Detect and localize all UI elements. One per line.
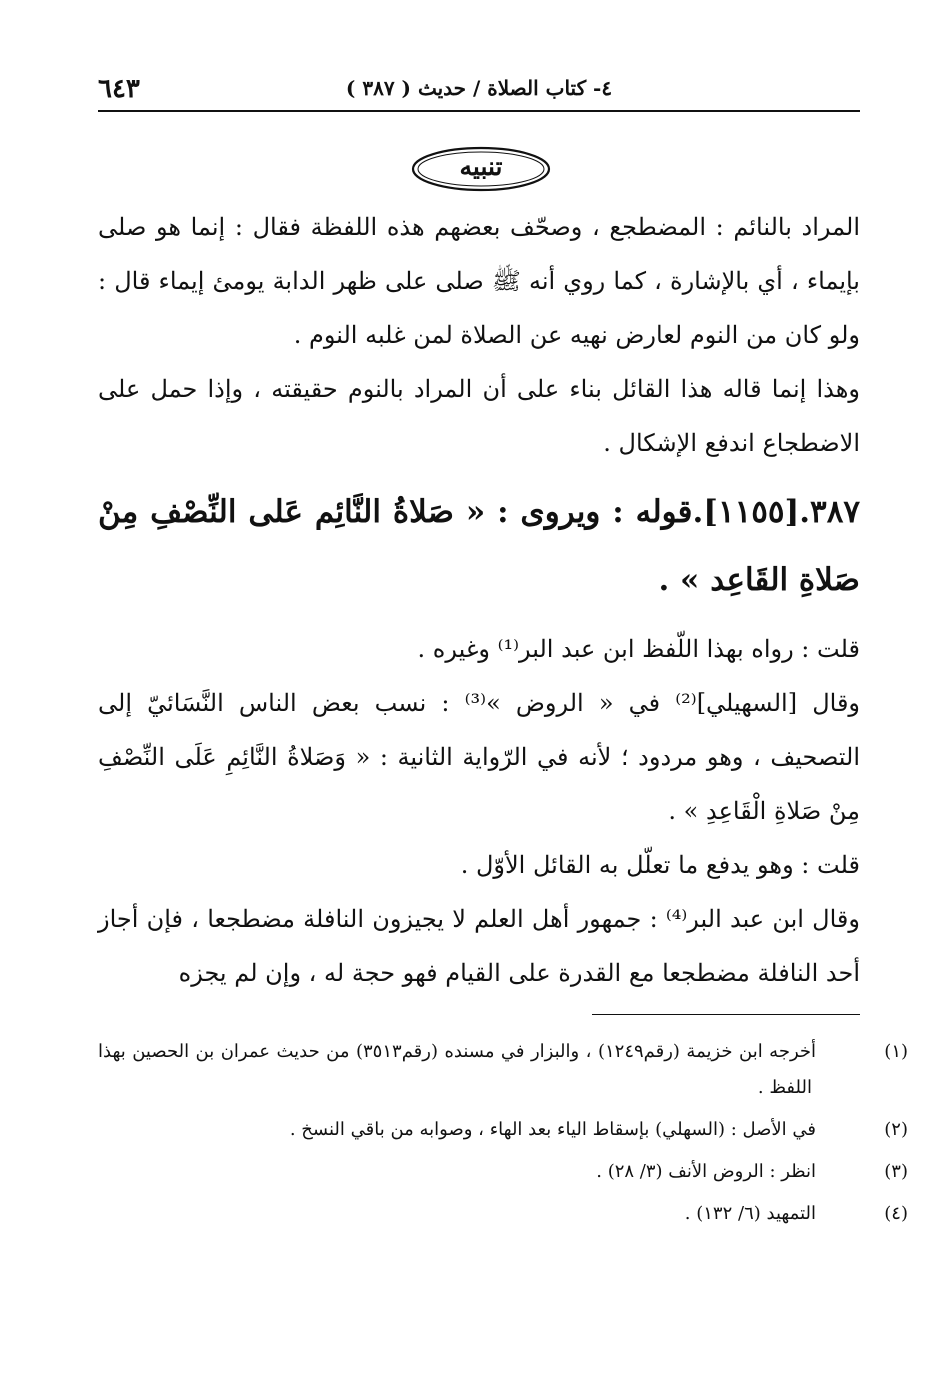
page-number: ٦٤٣ (98, 74, 140, 104)
footnote-text: التمهيد (٦/ ١٣٢) . (684, 1203, 816, 1224)
footnote-text: في الأصل : (السهلي) بإسقاط الياء بعد الهاء ، وصوابه من باقي النسخ . (289, 1119, 816, 1140)
footnote-text: أخرجه ابن خزيمة (رقم١٢٤٩) ، والبزار في مسنده (رقم٣٥١٣) من حديث عمران بن الحصين بهذا اللفظ . (98, 1041, 817, 1098)
page-header (98, 72, 860, 112)
footnote-number: (٣) (884, 1161, 908, 1182)
footnote-number: (١) (884, 1041, 909, 1062)
footnote-number: (٢) (884, 1119, 908, 1140)
footnote-item (98, 1154, 908, 1190)
hadith-block (98, 478, 860, 614)
badge-label: تنبيه (459, 152, 503, 181)
footnotes (98, 1034, 909, 1238)
section-badge (410, 144, 552, 194)
footnote-number: (٤) (884, 1203, 908, 1224)
body-text-bottom (98, 622, 860, 1000)
paragraph-suhayli: وقال [السهيلي]⁽²⁾ في « الروض »⁽³⁾ : نسب بعض الناس النَّسَائيّ إلى التصحيف ، وهو مردود ؛ لأنه في الرّواية الثانية : « وَصَلاةُ النَّائِمِ عَلَى النِّصْفِ مِنْ صَلاةِ الْقَاعِدِ » . (98, 689, 861, 825)
running-title: ٤- كتاب الصلاة / حديث ( ٣٨٧ ) (345, 76, 613, 100)
footnote-separator (592, 1014, 860, 1015)
paragraph-explanation: وهذا إنما قاله هذا القائل بناء على أن المراد بالنوم حقيقته ، وإذا حمل على الاضطجاع اندفع الإشكال . (98, 375, 860, 457)
footnote-item (98, 1034, 909, 1106)
hadith-heading: ٣٨٧.[١١٥٥].قوله : ويروى : « صَلاةُ النَّائِم عَلى النِّصْفِ مِنْ صَلاةِ القَاعِد » . (98, 494, 860, 598)
paragraph-notice: المراد بالنائم : المضطجع ، وصحّف بعضهم هذه اللفظة فقال : إنما هو صلى بإيماء ، أي بالإشارة ، كما روي أنه ﷺ صلى على ظهر الدابة يومئ إيماء قال : ولو كان من النوم لعارض نهيه عن الصلاة لمن غلبه النوم . (98, 213, 860, 349)
body-text-top (98, 200, 860, 470)
paragraph-narration: قلت : رواه بهذا اللّفظ ابن عبد البر⁽¹⁾ وغيره . (417, 635, 860, 663)
footnote-item (98, 1196, 908, 1232)
paragraph-reply: قلت : وهو يدفع ما تعلّل به القائل الأوّل . (460, 851, 860, 879)
footnote-item (98, 1112, 908, 1148)
paragraph-ibn-abd-al-barr: وقال ابن عبد البر⁽⁴⁾ : جمهور أهل العلم لا يجيزون النافلة مضطجعا ، فإن أجاز أحد النافلة مضطجعا مع القدرة على القيام فهو حجة له ، وإن لم يجزه (98, 905, 860, 987)
footnote-text: انظر : الروض الأنف (٣/ ٢٨) . (596, 1161, 816, 1182)
